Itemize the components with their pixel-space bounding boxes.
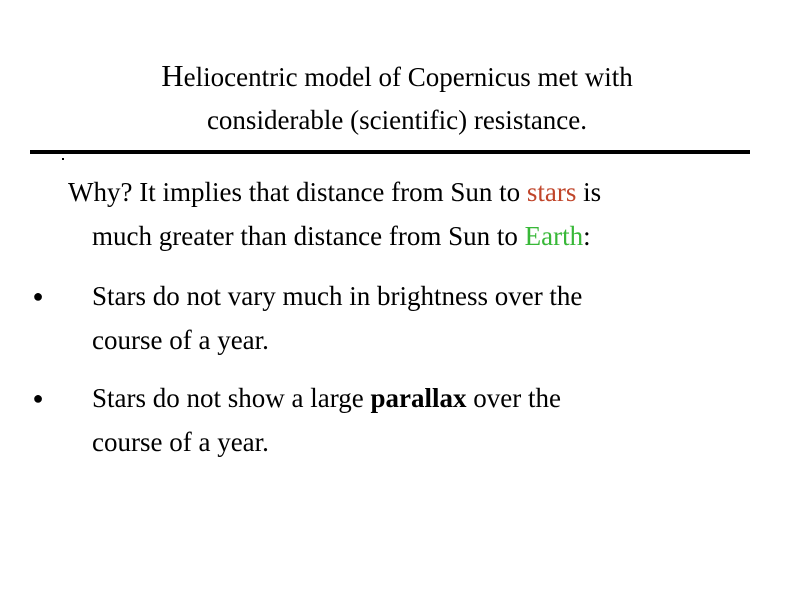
list-item [28, 376, 768, 464]
intro-line-2 [68, 214, 768, 258]
intro-text-4: : [583, 221, 591, 251]
title-first-letter: H [161, 58, 184, 93]
bullet-icon: ● [32, 286, 44, 306]
title-divider [30, 150, 750, 154]
parallax-term: parallax [370, 383, 467, 413]
divider-mark [62, 158, 64, 160]
title-line-1-rest: eliocentric model of Copernicus met with [183, 62, 633, 92]
earth-word: Earth [524, 221, 584, 251]
slide-title [0, 54, 794, 142]
stars-word: stars [526, 177, 577, 207]
intro-text-3: much greater than distance from Sun to [92, 221, 525, 251]
bullet-2-line-2: course of a year. [92, 427, 269, 457]
bullet-2-text-pre: Stars do not show a large [92, 383, 371, 413]
list-item [28, 274, 768, 362]
title-line-1 [0, 54, 794, 99]
title-line-2: considerable (scientific) resistance. [206, 105, 588, 135]
bullet-list [28, 274, 768, 478]
bullet-icon: ● [32, 388, 44, 408]
bullet-1-line-1: Stars do not vary much in brightness over the [92, 281, 583, 311]
bullet-1-line-2: course of a year. [92, 325, 269, 355]
intro-paragraph [68, 170, 768, 258]
bullet-2-text-post: over the [466, 383, 561, 413]
bullet-2-line-1 [92, 376, 768, 420]
intro-text-1: Why? It implies that distance from Sun to [68, 177, 527, 207]
intro-text-2: is [576, 177, 602, 207]
